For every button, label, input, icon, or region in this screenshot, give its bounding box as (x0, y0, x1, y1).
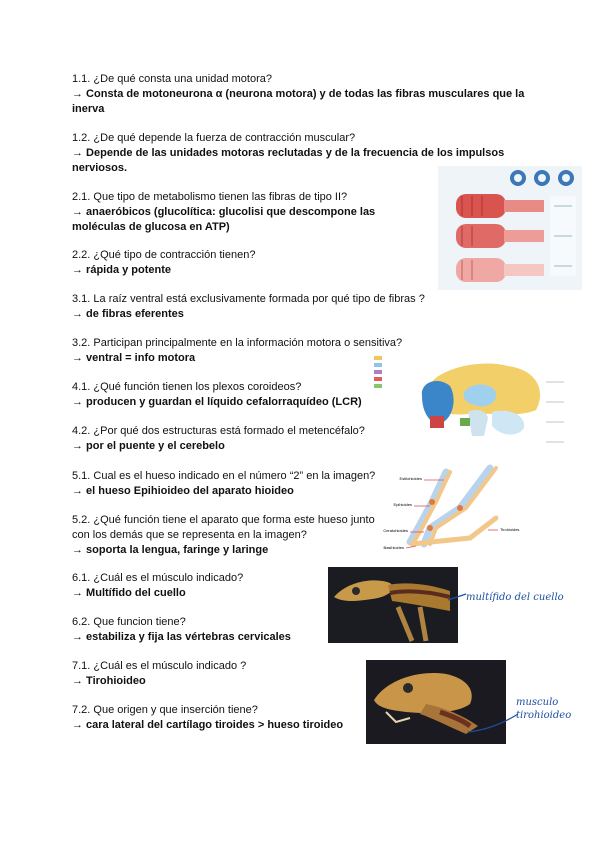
thyrohyoid-handwritten-label (516, 696, 571, 722)
answer: → estabiliza y fija las vértebras cervicales (72, 631, 291, 643)
qa-item-1-1 (72, 72, 532, 117)
multifidus-pointer (448, 592, 468, 604)
muscle-fiber-figure (438, 166, 582, 290)
question: 7.1. ¿Cuál es el músculo indicado ? (72, 660, 247, 672)
question: 6.2. Que funcion tiene? (72, 616, 186, 628)
answer: → de fibras eferentes (72, 308, 184, 320)
answer: → el hueso Epihioideo del aparato hioideo (72, 485, 294, 497)
question: 6.1. ¿Cuál es el músculo indicado? (72, 572, 244, 584)
question: 2.1. Que tipo de metabolismo tienen las fibras de tipo II? (72, 191, 348, 203)
thyrohyoid-label-line-1: musculo (516, 697, 559, 708)
question: 1.2. ¿De qué depende la fuerza de contracción muscular? (72, 132, 356, 144)
brain-section-figure (368, 352, 582, 454)
answer: → rápida y potente (72, 264, 172, 276)
multifidus-photo (328, 567, 458, 643)
qa-item-6-1 (72, 571, 322, 601)
answer: → Multífido del cuello (72, 587, 186, 599)
joint-dot (457, 505, 463, 511)
question: 4.1. ¿Qué función tienen los plexos coroideos? (72, 381, 302, 393)
qa-item-7-2 (72, 703, 362, 733)
question: 2.2. ¿Qué tipo de contracción tienen? (72, 249, 256, 261)
qa-item-6-2 (72, 615, 332, 645)
label-tirohioides: Tirohioides (500, 527, 520, 532)
multifidus-handwritten-label: multífido del cuello (466, 592, 564, 603)
answer: → por el puente y el cerebelo (72, 440, 225, 452)
qa-item-3-1 (72, 292, 532, 322)
question: 5.1. Cual es el hueso indicado en el número “2” en la imagen? (72, 470, 376, 482)
label-basihioides: Basihioides (383, 545, 404, 550)
hyoid-apparatus-figure (370, 458, 570, 562)
label-estilohioides: Estilohioides (399, 476, 422, 481)
thyrohyoid-pointer (466, 710, 520, 736)
qa-item-7-1 (72, 659, 352, 689)
answer: → soporta la lengua, faringe y laringe (72, 544, 269, 556)
answer: → producen y guardan el líquido cefalorraquídeo (LCR) (72, 396, 362, 408)
label-ceratohioides: Ceratohioides (383, 528, 408, 533)
qa-item-5-1 (72, 469, 392, 499)
joint-dot (427, 525, 433, 531)
answer: → Tirohioideo (72, 675, 146, 687)
question: 5.2. ¿Qué función tiene el aparato que forma este hueso junto con los demás que se representa en la imagen? (72, 514, 375, 541)
answer: → ventral = info motora (72, 352, 196, 364)
question: 3.2. Participan principalmente en la información motora o sensitiva? (72, 337, 403, 349)
qa-item-2-1 (72, 190, 392, 235)
answer: → Consta de motoneurona α (neurona motora) y de todas las fibras musculares que la inerva (72, 88, 525, 115)
joint-dot (429, 499, 435, 505)
label-epihioides: Epihioides (393, 502, 412, 507)
question: 7.2. Que origen y que inserción tiene? (72, 704, 258, 716)
question: 3.1. La raíz ventral está exclusivamente formada por qué tipo de fibras ? (72, 293, 425, 305)
thyrohyoid-label-line-2: tirohioideo (516, 710, 572, 721)
question: 1.1. ¿De qué consta una unidad motora? (72, 73, 272, 85)
qa-item-5-2 (72, 513, 387, 558)
answer: → cara lateral del cartílago tiroides > hueso tiroideo (72, 719, 344, 731)
answer: → Depende de las unidades motoras reclutadas y de la frecuencia de los impulsos nerviosos. (72, 147, 505, 174)
question: 4.2. ¿Por qué dos estructuras está formado el metencéfalo? (72, 425, 365, 437)
answer: → anaeróbicos (glucolítica: glucolisi que descompone las moléculas de glucosa en ATP) (72, 206, 376, 233)
